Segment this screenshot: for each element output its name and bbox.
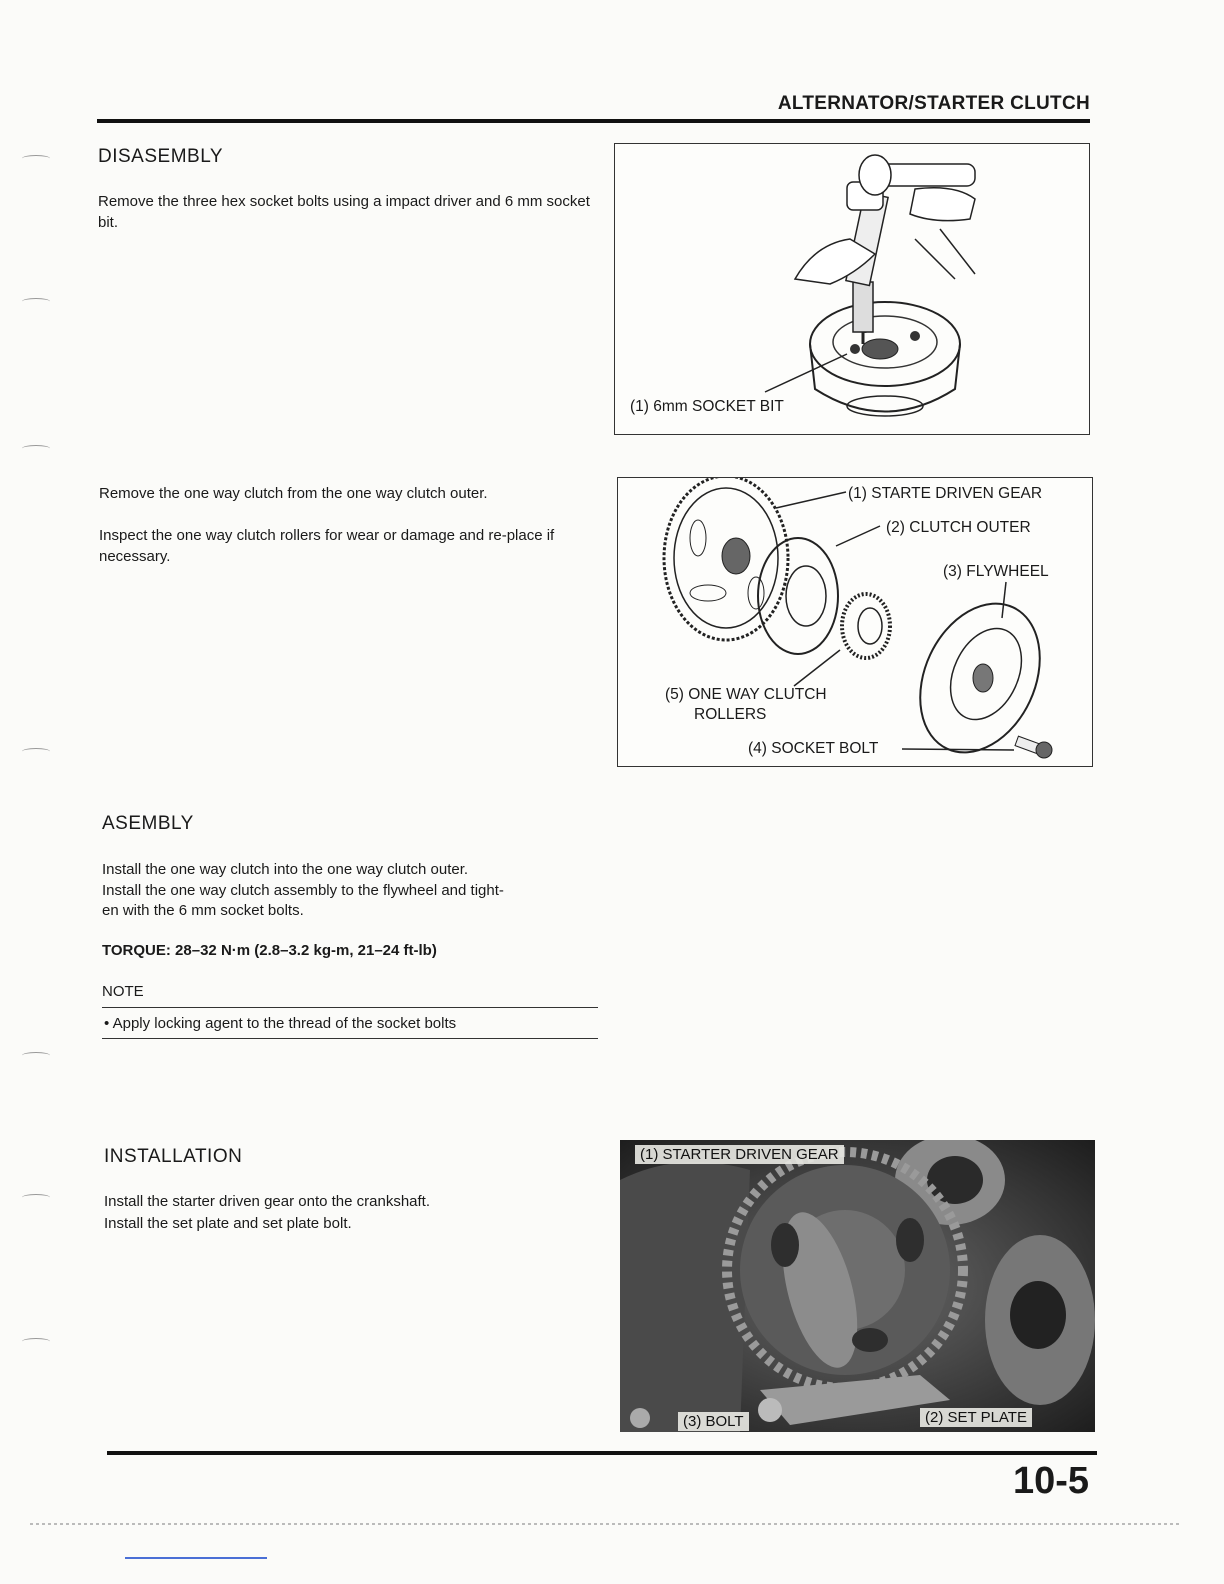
disassembly-heading: DISASEMBLY [98,146,224,167]
margin-mark [22,748,50,755]
scan-noise-line [30,1523,1180,1525]
page-number: 10-5 [1013,1460,1090,1502]
torque-spec: TORQUE: 28–32 N·m (2.8–3.2 kg-m, 21–24 ft-lb) [102,942,437,959]
installation-text-1: Install the starter driven gear onto the crankshaft. [104,1193,431,1210]
installation-heading: INSTALLATION [104,1146,243,1167]
header-rule [97,119,1090,123]
installation-text-2: Install the set plate and set plate bolt. [104,1215,352,1232]
blue-underline [125,1557,267,1559]
figure-2-label-flywheel: (3) FLYWHEEL [943,563,1049,580]
figure-1-label-socket-bit: (1) 6mm SOCKET BIT [630,398,784,415]
figure-2-label-one-way-clutch: (5) ONE WAY CLUTCH [665,686,827,703]
photo-label-bolt: (3) BOLT [678,1412,749,1431]
photo-illustration [620,1140,1095,1432]
assembly-text-2: Install the one way clutch assembly to the flywheel and tight- [102,882,504,899]
footer-rule [107,1451,1097,1455]
figure-2-label-clutch-outer: (2) CLUTCH OUTER [886,519,1031,536]
note-item: • Apply locking agent to the thread of the socket bolts [104,1015,457,1032]
margin-mark [22,1338,50,1345]
disassembly-text-1: Remove the three hex socket bolts using a impact driver and 6 mm socket bit. [98,193,590,231]
margin-mark [22,155,50,162]
page-header-title: ALTERNATOR/STARTER CLUTCH [777,93,1090,114]
figure-2-label-socket-bolt: (4) SOCKET BOLT [748,740,879,757]
note-label: NOTE [102,983,144,1000]
photo-label-set-plate: (2) SET PLATE [920,1408,1032,1427]
figure-2-label-driven-gear: (1) STARTE DRIVEN GEAR [848,485,1043,502]
note-bottom-rule [102,1038,598,1039]
assembly-heading: ASEMBLY [102,813,194,834]
margin-mark [22,1052,50,1059]
figure-clutch-exploded [617,477,1093,767]
assembly-text-1: Install the one way clutch into the one way clutch outer. [102,861,469,878]
note-top-rule [102,1007,598,1008]
disassembly-text-2: Remove the one way clutch from the one way clutch outer. [99,485,488,502]
margin-mark [22,298,50,305]
margin-mark [22,1194,50,1201]
figure-2-label-rollers: ROLLERS [694,706,767,723]
photo-label-driven-gear: (1) STARTER DRIVEN GEAR [635,1145,844,1164]
figure-socket-bit [614,143,1090,435]
disassembly-text-3: Inspect the one way clutch rollers for wear or damage and re-place if necessary. [99,527,555,565]
socket-bit-illustration [615,144,1089,434]
margin-mark [22,445,50,452]
photo-starter-driven-gear [620,1140,1095,1432]
assembly-text-3: en with the 6 mm socket bolts. [102,902,304,919]
